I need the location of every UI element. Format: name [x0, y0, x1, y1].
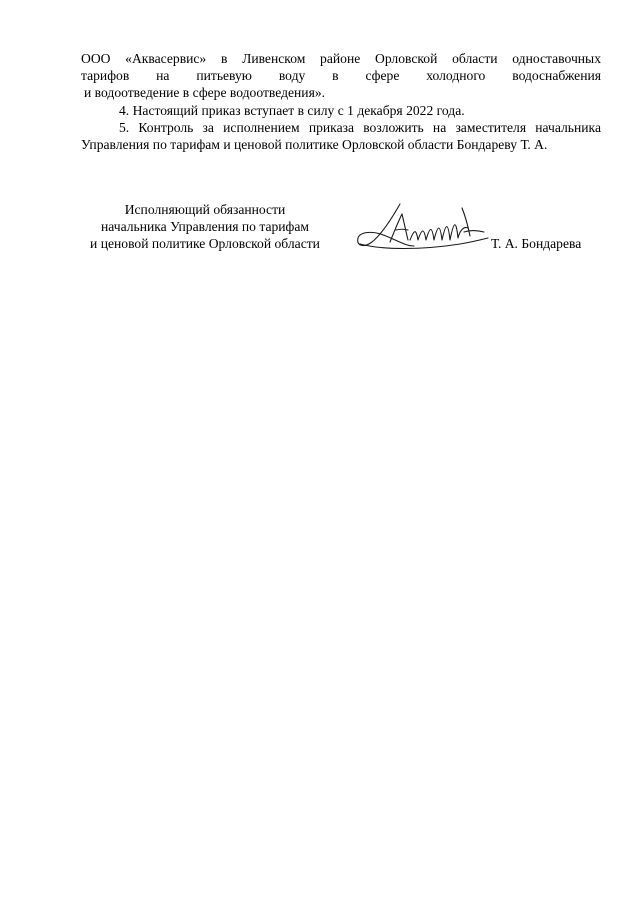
position-line-3: и ценовой политике Орловской области — [90, 236, 320, 251]
position-line-1: Исполняющий обязанности — [124, 202, 286, 217]
signer-name: Т. А. Бондарева — [491, 236, 582, 251]
signature-block — [81, 201, 601, 261]
position-line-2: начальника Управления по тарифам — [100, 219, 310, 234]
item-5-line-2: Управления по тарифам и ценовой политике Орловской области Бондареву Т. А. — [81, 137, 548, 153]
signer-position-title — [81, 201, 329, 252]
signature-stroke-wave — [410, 225, 468, 240]
item-4-text: 4. Настоящий приказ вступает в силу с 1 декабря 2022 года. — [119, 102, 465, 118]
paragraph-continuation-line-2: тарифов на питьевую воду в сфере холодного водоснабжения — [81, 68, 601, 84]
signature-stroke-flourish — [360, 238, 488, 249]
signature-stroke-tail — [462, 208, 484, 236]
paragraph-continuation-line-3: и водоотведение в сфере водоотведения». — [84, 85, 326, 101]
signature-stroke-initial — [390, 214, 408, 242]
signature-stroke-loop — [358, 204, 414, 246]
item-5-line-1: 5. Контроль за исполнением приказа возложить на заместителя начальника — [119, 119, 601, 135]
handwritten-signature — [352, 196, 502, 258]
paragraph-continuation-line-1: ООО «Аквасервис» в Ливенском районе Орловской области одноставочных — [81, 51, 601, 66]
document-body — [81, 50, 601, 153]
